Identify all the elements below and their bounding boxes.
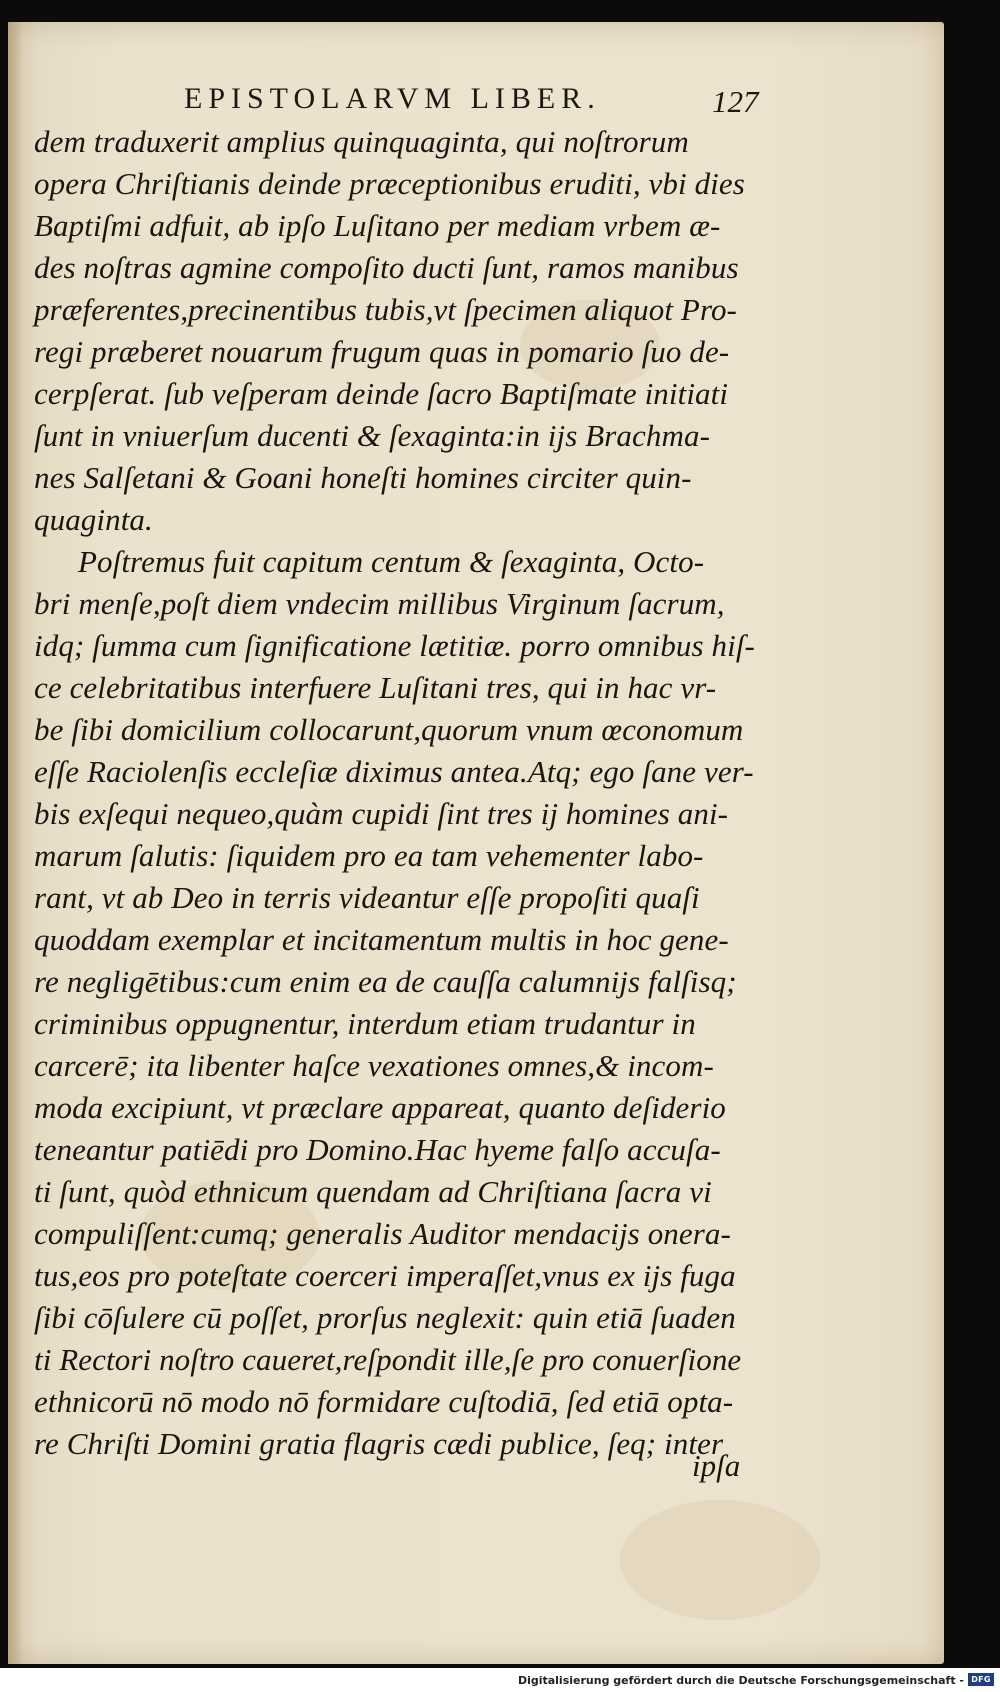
text-line: ſibi cōſulere cū poſſet, prorſus neglexit: quin etiā ſuaden: [34, 1300, 736, 1335]
text-line: idq; ſumma cum ſignificatione lætitiæ. porro omnibus hiſ-: [34, 628, 755, 663]
paragraph-start-line: Poſtremus fuit capitum centum & ſexaginta, Octo-: [78, 544, 705, 579]
text-line: ethnicorū nō modo nō formidare cuſtodiā, ſed etiā opta-: [34, 1384, 734, 1419]
text-line: quoddam exemplar et incitamentum multis in hoc gene-: [34, 922, 729, 957]
text-line: opera Chriſtianis deinde præceptionibus eruditi, vbi dies: [34, 166, 745, 201]
paper-stain: [620, 1500, 820, 1620]
text-line: re negligētibus:cum enim ea de cauſſa calumnijs falſisq;: [34, 964, 737, 999]
text-line: ti Rectori noſtro caueret,reſpondit ille,ſe pro conuerſione: [34, 1342, 742, 1377]
dfg-logo: DFG: [968, 1673, 994, 1686]
page-gutter-shadow: [8, 22, 22, 1664]
text-line: nes Salſetani & Goani honeſti homines circiter quin-: [34, 460, 692, 495]
text-line: teneantur patiēdi pro Domino.Hac hyeme falſo accuſa-: [34, 1132, 721, 1167]
text-line: eſſe Raciolenſis eccleſiæ diximus antea.Atq; ego ſane ver-: [34, 754, 754, 789]
text-line: ſunt in vniuerſum ducenti & ſexaginta:in ijs Brachma-: [34, 418, 710, 453]
text-line: criminibus oppugnentur, interdum etiam trudantur in: [34, 1006, 696, 1041]
page-number: 127: [712, 84, 759, 119]
text-line: re Chriſti Domini gratia flagris cædi publice, ſeq; inter: [34, 1426, 724, 1461]
text-line: rant, vt ab Deo in terris videantur eſſe propoſiti quaſi: [34, 880, 700, 915]
text-line: ti ſunt, quòd ethnicum quendam ad Chriſtiana ſacra vi: [34, 1174, 712, 1209]
text-line: des noſtras agmine compoſito ducti ſunt, ramos manibus: [34, 250, 739, 285]
text-line: quaginta.: [34, 502, 153, 537]
text-line: carcerē; ita libenter haſce vexationes omnes,& incom-: [34, 1048, 714, 1083]
text-line: bis exſequi nequeo,quàm cupidi ſint tres ij homines ani-: [34, 796, 729, 831]
running-head: EPISTOLARVM LIBER.: [184, 82, 601, 115]
text-line: Baptiſmi adfuit, ab ipſo Luſitano per mediam vrbem æ-: [34, 208, 721, 243]
text-line: marum ſalutis: ſiquidem pro ea tam vehementer labo-: [34, 838, 704, 873]
text-line: bri menſe,poſt diem vndecim millibus Virginum ſacrum,: [34, 586, 725, 621]
text-line: be ſibi domicilium collocarunt,quorum vnum œconomum: [34, 712, 744, 747]
text-line: tus,eos pro poteſtate coerceri imperaſſet,vnus ex ijs fuga: [34, 1258, 736, 1293]
text-line: cerpſerat. ſub veſperam deinde ſacro Baptiſmate initiati: [34, 376, 729, 411]
text-line: moda excipiunt, vt præclare appareat, quanto deſiderio: [34, 1090, 726, 1125]
text-line: regi præberet nouarum frugum quas in pomario ſuo de-: [34, 334, 730, 369]
text-line: præferentes,precinentibus tubis,vt ſpecimen aliquot Pro-: [34, 292, 737, 327]
text-line: ce celebritatibus interfuere Luſitani tres, qui in hac vr-: [34, 670, 717, 705]
funding-credit: Digitalisierung gefördert durch die Deutsche Forschungsgemeinschaft -: [517, 1674, 964, 1687]
digitization-footer: [0, 1668, 1000, 1692]
text-line: compuliſſent:cumq; generalis Auditor mendacijs onera-: [34, 1216, 731, 1251]
text-line: dem traduxerit amplius quinquaginta, qui noſtrorum: [34, 124, 689, 159]
catchword: ipſa: [692, 1448, 741, 1483]
